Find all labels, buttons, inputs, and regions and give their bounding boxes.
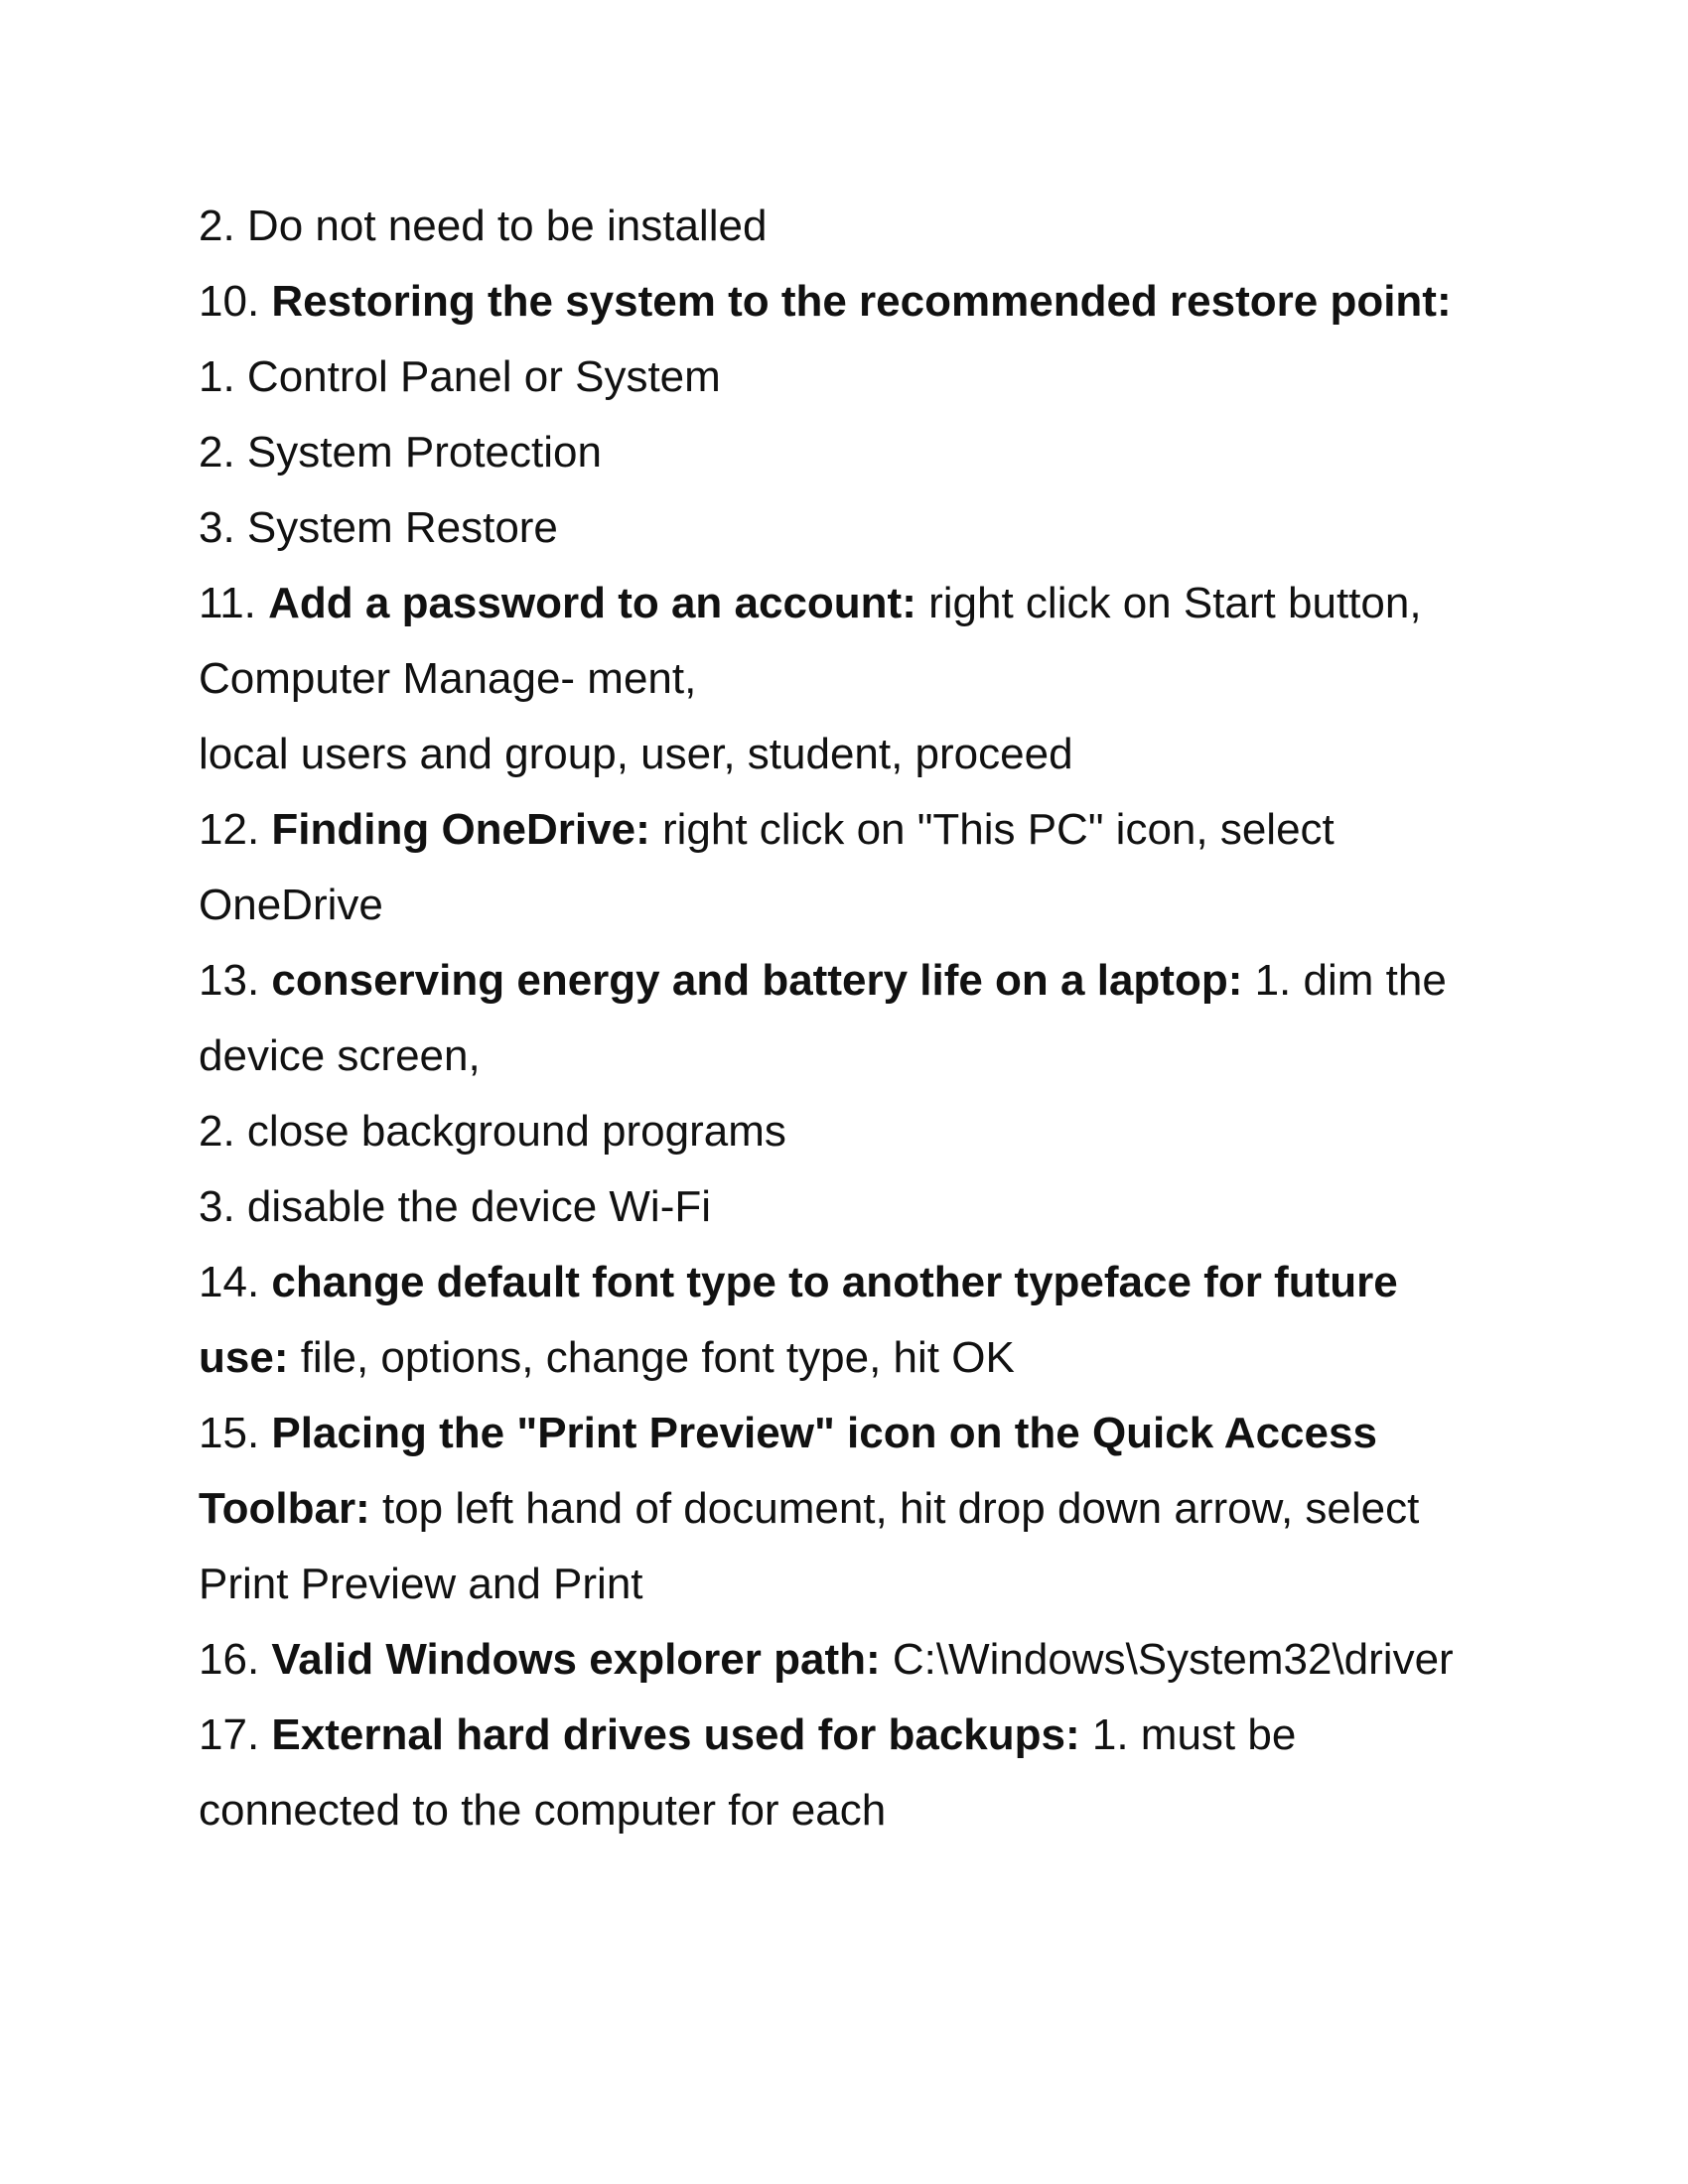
line-04 [199, 415, 1489, 490]
line-text: device screen, [199, 1031, 481, 1080]
line-number: 14. [199, 1258, 272, 1306]
line-text: Computer Manage- ment, [199, 654, 697, 703]
line-20 [199, 1622, 1489, 1698]
line-number: 12. [199, 805, 272, 854]
line-03 [199, 340, 1489, 415]
line-number: 1. [199, 352, 247, 401]
line-14 [199, 1169, 1489, 1245]
line-07 [199, 641, 1489, 717]
line-number: 16. [199, 1635, 272, 1684]
line-heading: Restoring the system to the recommended restore point: [271, 277, 1452, 326]
line-text: C:\Windows\System32\driver [880, 1635, 1454, 1684]
line-01 [199, 189, 1489, 264]
line-text: Control Panel or System [246, 352, 721, 401]
line-text: Do not need to be installed [246, 202, 768, 250]
line-09 [199, 792, 1489, 868]
line-heading: use: [199, 1333, 289, 1382]
line-text: right click on Start button, [915, 579, 1422, 627]
line-heading: conserving energy and battery life on a laptop: [271, 956, 1243, 1005]
line-heading: Valid Windows explorer path: [271, 1635, 881, 1684]
line-number: 2. [199, 428, 247, 477]
line-heading: Placing the "Print Preview" icon on the Quick Access [271, 1409, 1377, 1457]
line-text: file, options, change font type, hit OK [288, 1333, 1015, 1382]
line-number: 10. [199, 277, 272, 326]
line-text: connected to the computer for each [199, 1786, 887, 1835]
line-19 [199, 1547, 1489, 1622]
line-16 [199, 1320, 1489, 1396]
line-heading: Add a password to an account: [268, 579, 916, 627]
line-18 [199, 1471, 1489, 1547]
line-heading: change default font type to another typeface for future [271, 1258, 1398, 1306]
line-number: 3. [199, 503, 247, 552]
line-13 [199, 1094, 1489, 1169]
line-number: 2. [199, 202, 247, 250]
line-22 [199, 1773, 1489, 1848]
line-15 [199, 1245, 1489, 1320]
line-17 [199, 1396, 1489, 1471]
line-text: disable the device Wi-Fi [246, 1182, 711, 1231]
line-number: 17. [199, 1710, 272, 1759]
line-text: close background programs [246, 1107, 786, 1156]
line-text: top left hand of document, hit drop down arrow, select [369, 1484, 1420, 1533]
line-06 [199, 566, 1489, 641]
line-text: local users and group, user, student, proceed [199, 730, 1073, 778]
line-text: right click on "This PC" icon, select [649, 805, 1335, 854]
line-heading: Finding OneDrive: [271, 805, 650, 854]
line-11 [199, 943, 1489, 1019]
line-heading: External hard drives used for backups: [271, 1710, 1080, 1759]
line-number: 11. [199, 579, 269, 627]
line-number: 15. [199, 1409, 272, 1457]
line-number: 13. [199, 956, 272, 1005]
line-number: 3. [199, 1182, 247, 1231]
line-02 [199, 264, 1489, 340]
line-heading: Toolbar: [199, 1484, 370, 1533]
line-21 [199, 1698, 1489, 1773]
line-text: Print Preview and Print [199, 1560, 643, 1608]
line-12 [199, 1019, 1489, 1094]
line-08 [199, 717, 1489, 792]
line-number: 2. [199, 1107, 247, 1156]
line-text: System Restore [246, 503, 558, 552]
line-10 [199, 868, 1489, 943]
line-05 [199, 490, 1489, 566]
line-text: 1. must be [1079, 1710, 1297, 1759]
line-text: System Protection [246, 428, 602, 477]
line-text: OneDrive [199, 881, 383, 929]
document-body [199, 189, 1489, 1848]
line-text: 1. dim the [1242, 956, 1447, 1005]
